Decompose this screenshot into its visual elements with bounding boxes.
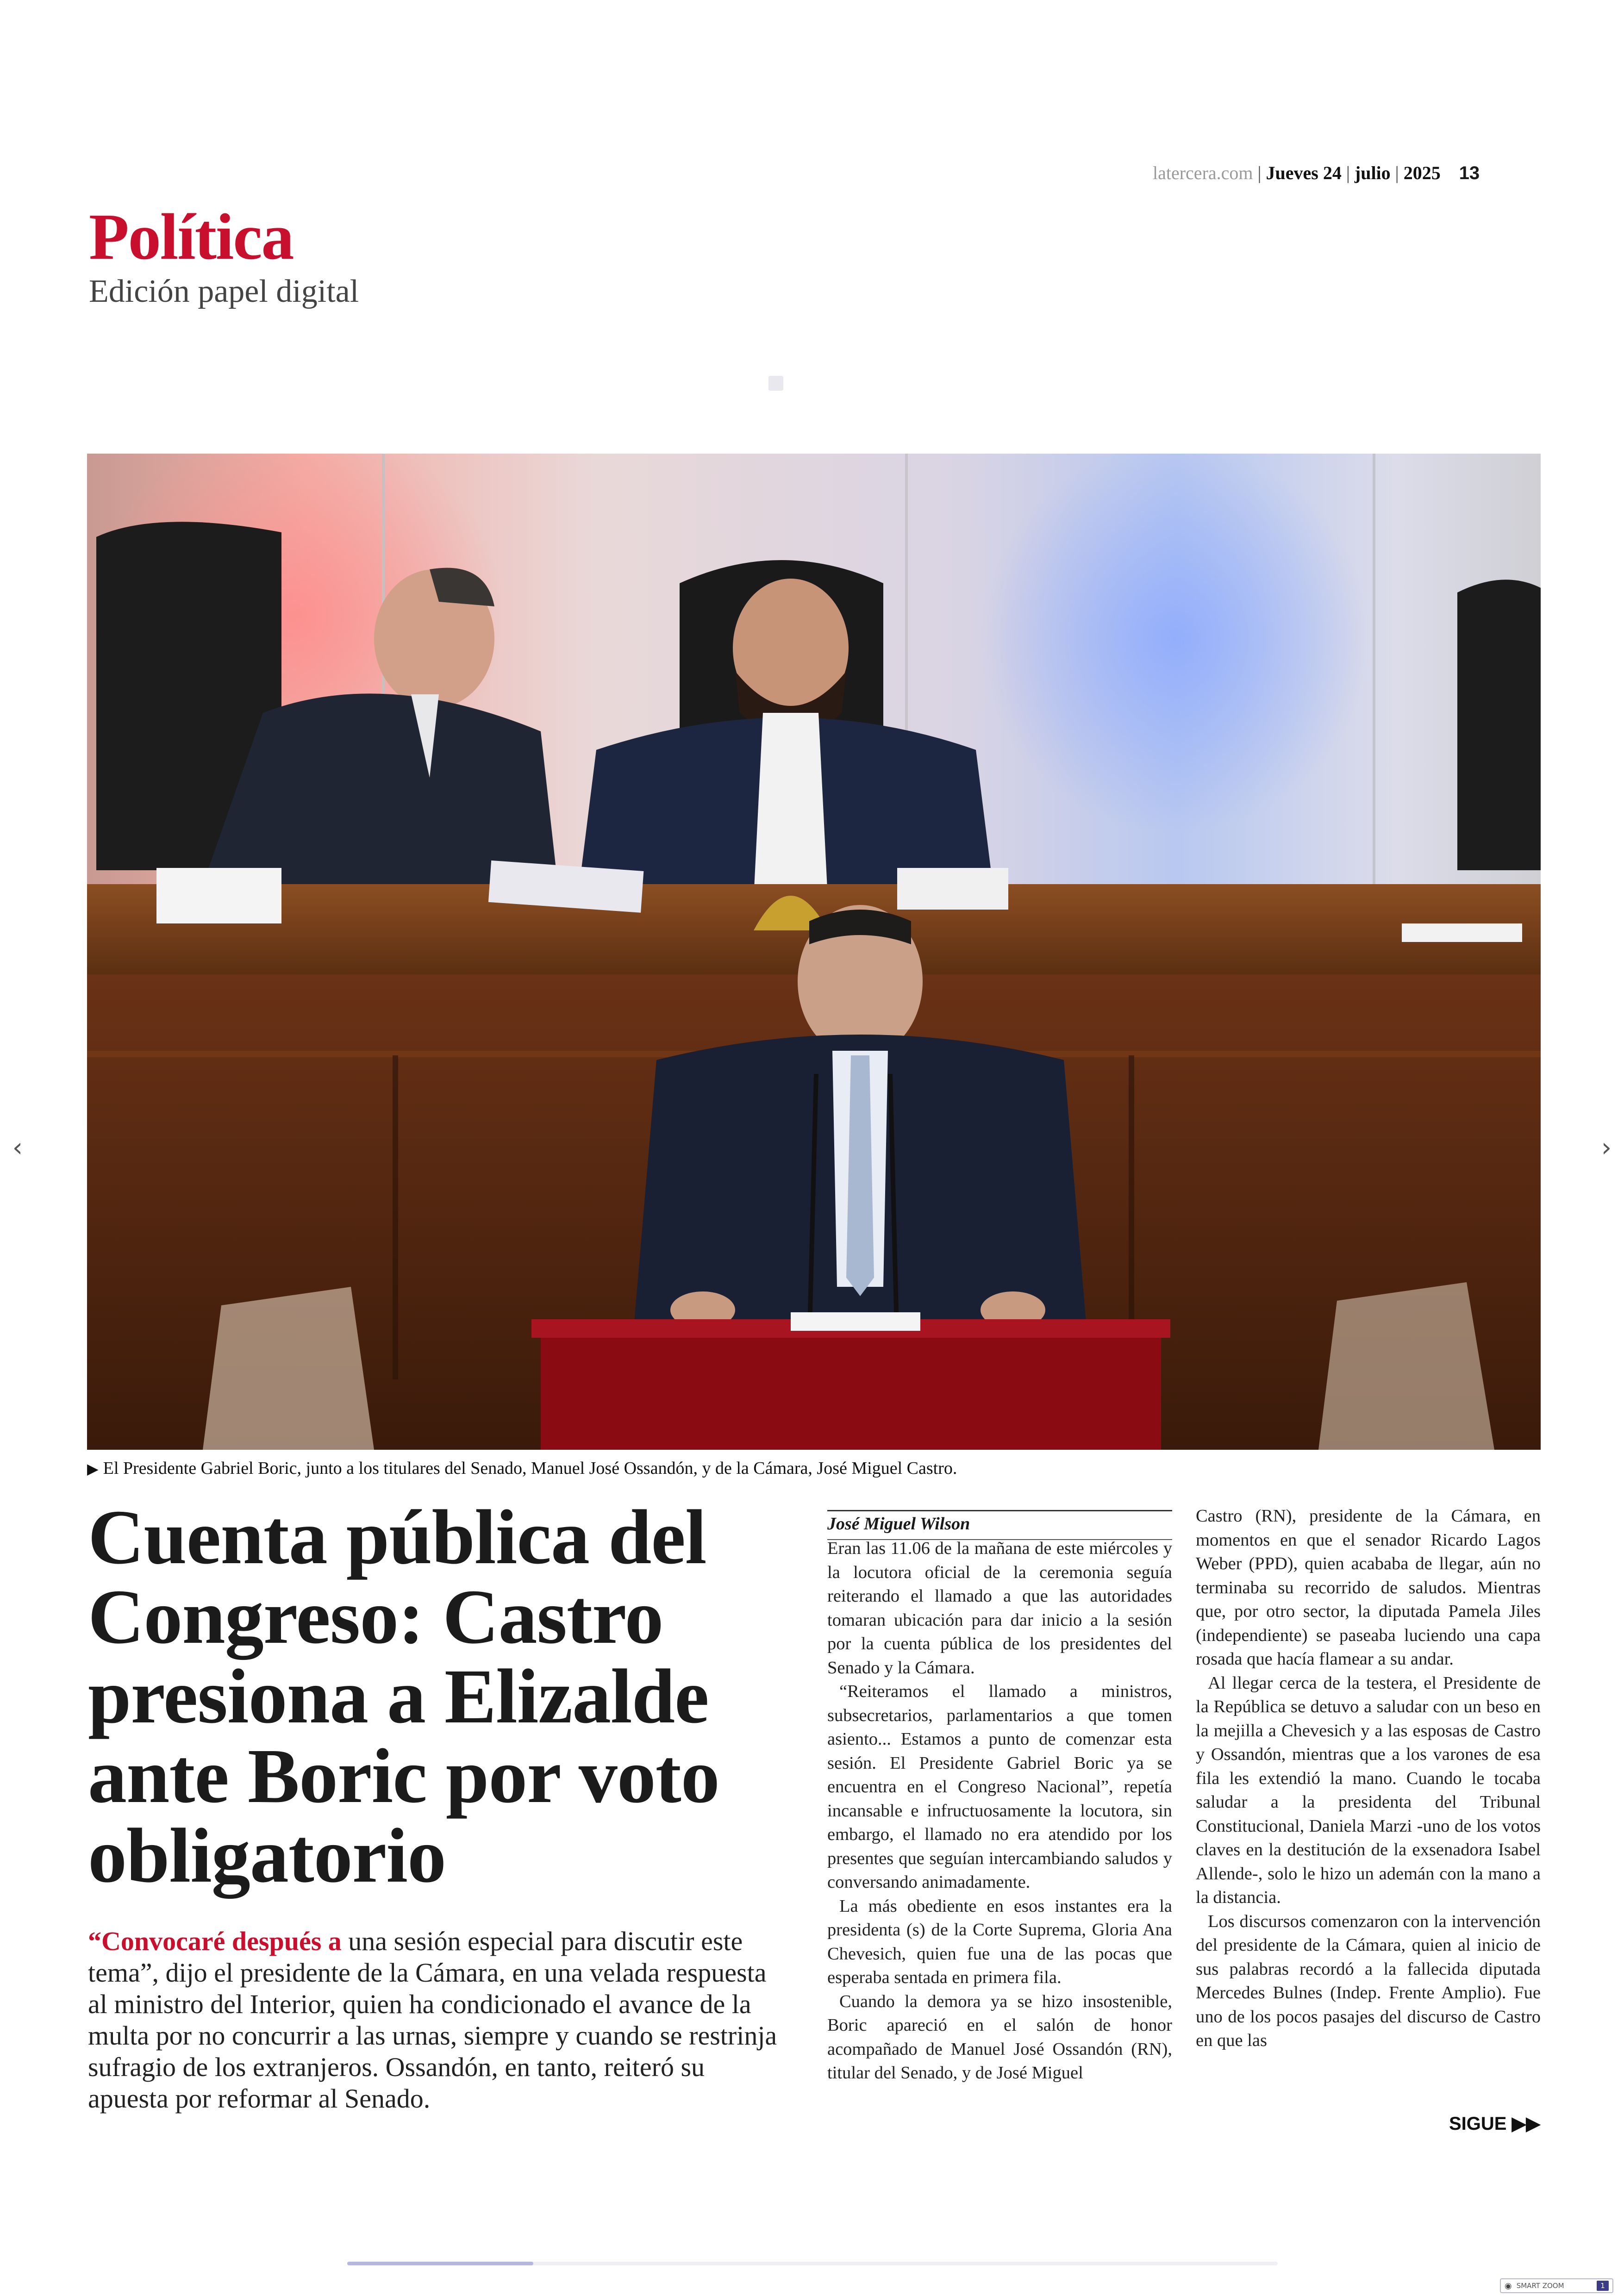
lead-highlight: “Convocaré después a — [88, 1926, 342, 1956]
caption-marker-icon: ▶ — [87, 1460, 99, 1477]
date-month: julio — [1354, 162, 1391, 183]
article-lead — [88, 1926, 782, 2114]
section-title: Política — [89, 200, 294, 273]
article-body-column-1 — [827, 1537, 1172, 2085]
page-progress-fill — [347, 2262, 533, 2265]
smart-zoom-page: 1 — [1597, 2281, 1609, 2291]
page-number: 13 — [1459, 163, 1480, 183]
eye-icon: ◉ — [1505, 2281, 1512, 2291]
caption-text: El Presidente Gabriel Boric, junto a los titulares del Senado, Manuel José Ossandón, y de la Cámara, José Miguel Castro. — [103, 1459, 957, 1478]
congress-photo-illustration — [87, 454, 1541, 1450]
article-body-column-2 — [1196, 1504, 1541, 2053]
photo-caption — [87, 1458, 957, 1478]
section-subtitle: Edición papel digital — [89, 274, 359, 309]
body-paragraph: La más obediente en esos instantes era la presidenta (s) de la Corte Suprema, Gloria Ana Chevesich, quien fue una de las pocas que esperaba sentada en primera fila. — [827, 1896, 1172, 1987]
image-placeholder-icon — [768, 376, 783, 391]
next-page-icon[interactable]: › — [1601, 1133, 1612, 1163]
article-headline: Cuenta pública del Congreso: Castro presiona a Elizalde ante Boric por voto obligatorio — [88, 1494, 719, 1899]
previous-page-icon[interactable]: ‹ — [12, 1133, 23, 1163]
body-paragraph: Los discursos comenzaron con la intervención del presidente de la Cámara, quien al inicio de sus palabras recordó a la fallecida diputada Mercedes Bulnes (Indep. Frente Amplio). Fue uno de los pocos pasajes del discurso de Castro en que las — [1196, 1911, 1541, 2050]
date-weekday: Jueves 24 — [1266, 162, 1342, 183]
body-paragraph: Cuando la demora ya se hizo insostenible, Boric apareció en el salón de honor acompañado de Manuel José Ossandón (RN), titular del Senado, y de José Miguel — [827, 1991, 1172, 2083]
date-year: 2025 — [1403, 162, 1441, 183]
site-name: latercera.com — [1153, 162, 1253, 183]
body-paragraph: Al llegar cerca de la testera, el Presidente de la República se detuvo a saludar con un beso en la mejilla a Chevesich y a las esposas de Castro y Ossandón, mientras que a los varones de esa fila les extendió la mano. Cuando le tocaba saludar a la presidenta del Tribunal Constitucional, Daniela Marzi -uno de los votos claves en la destitución de la exsenadora Isabel Allende-, solo le hizo un ademán con la mano a la distancia. — [1196, 1673, 1541, 1907]
byline-rule-top — [827, 1510, 1172, 1511]
body-paragraph: Castro (RN), presidente de la Cámara, en momentos en que el senador Ricardo Lagos Weber (PPD), quien acababa de llegar, aún no terminaba su recorrido de saludos. Mientras que, por otro sector, la diputada Pamela Jiles (independiente) se paseaba luciendo una capa rosada que hacía flamear a su andar. — [1196, 1506, 1541, 1669]
dateline: latercera.com | Jueves 24 | julio | 2025 13 — [1153, 162, 1480, 183]
smart-zoom-label: SMART ZOOM — [1516, 2282, 1564, 2290]
article-photo — [87, 454, 1541, 1450]
continue-label[interactable]: SIGUE ▶▶ — [1449, 2114, 1541, 2134]
smart-zoom-button[interactable] — [1500, 2278, 1613, 2293]
byline: José Miguel Wilson — [827, 1514, 970, 1534]
body-paragraph: Eran las 11.06 de la mañana de este miércoles y la locutora oficial de la ceremonia seguía reiterando el llamado a que las autoridades tomaran ubicación para dar inicio a la sesión por la cuenta pública de los presidentes del Senado y la Cámara. — [827, 1539, 1172, 1678]
lead-text: una sesión especial para discutir este tema”, dijo el presidente de la Cámara, en una velada respuesta al ministro del Interior, quien ha condicionado el avance de la multa por no concurrir a las urnas, siempre y cuando se restrinja sufragio de los extranjeros. Ossandón, en tanto, reiteró su apuesta por reformar al Senado. — [88, 1926, 777, 2114]
body-paragraph: “Reiteramos el llamado a ministros, subsecretarios, parlamentarios a que tomen asiento... Estamos a punto de comenzar esta sesión. El Presidente Gabriel Boric ya se encuentra en el Congreso Nacional”, repetía incansable e infructuosamente la locutora, sin embargo, el llamado no era atendido por los presentes que seguían intercambiando saludos y conversando animadamente. — [827, 1682, 1172, 1892]
